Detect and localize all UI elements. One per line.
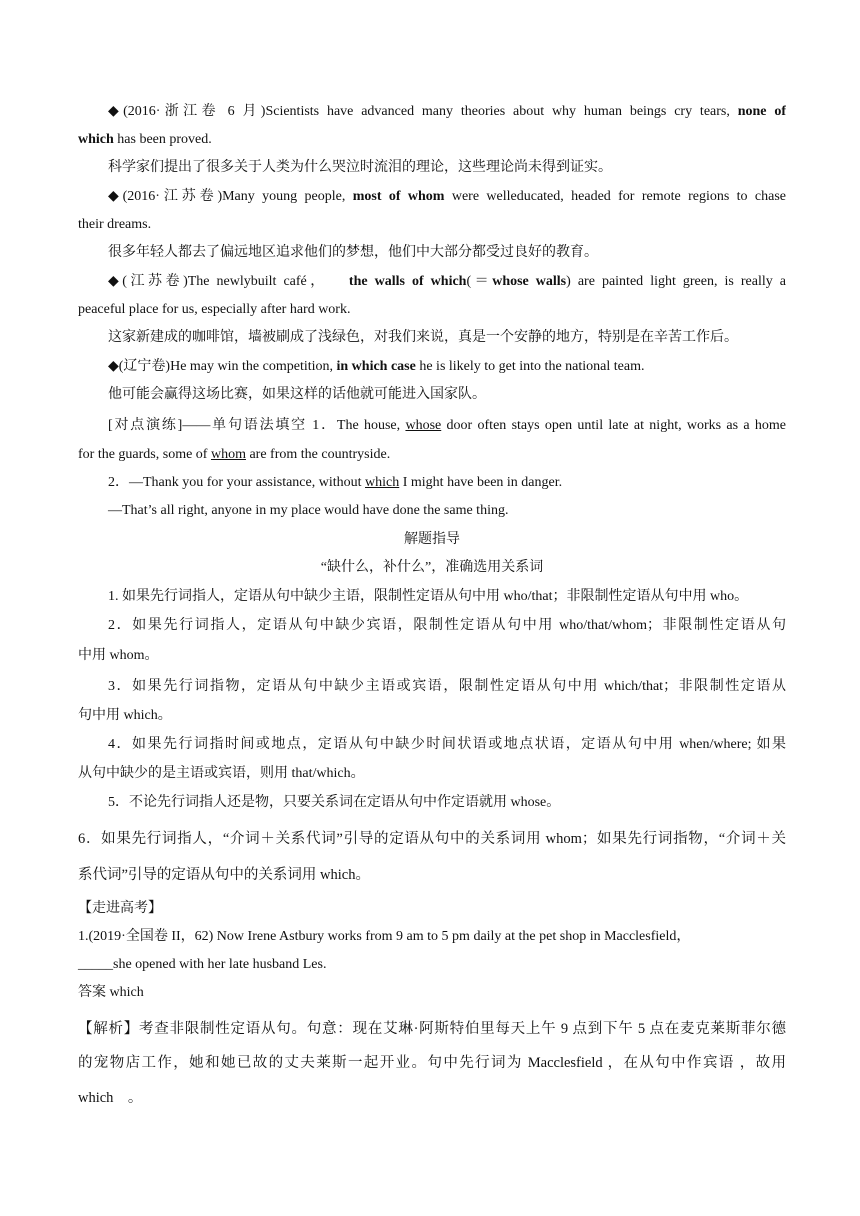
example-text: ◆(2016·浙江卷 6 月)Scientists have advanced many theories about why human beings cry tears, [108, 104, 730, 119]
example-text: ◆(2016·江苏卷)Many young people, [108, 189, 346, 204]
example-1-en-line-2 [78, 130, 786, 150]
guide-item-3-line-1: 3．如果先行词指物，定语从句中缺少主语或宾语，限制性定语从句中用 which/that；非限制性定语从 [108, 679, 786, 694]
example-bold-text: most of whom [352, 189, 445, 204]
guide-item-5: 5．不论先行词指人还是物，只要关系词在定语从句中作定语就用 whose。 [108, 795, 561, 810]
example-3-en-line-2: peaceful place for us, especially after hard work. [78, 302, 351, 317]
guide-title: 解题指导 [404, 532, 460, 547]
example-2-zh: 很多年轻人都去了偏远地区追求他们的梦想，他们中大部分都受过良好的教育。 [108, 245, 598, 260]
example-3-en-line-1 [78, 272, 786, 292]
example-2-en-line-1 [78, 187, 786, 207]
practice-answer: whom [210, 447, 246, 462]
guide-item-6-line-1: 6．如果先行词指人，“介词＋关系代词”引导的定语从句中的关系词用 whom；如果先行词指物，“介词＋关 [78, 831, 786, 847]
example-3-zh: 这家新建成的咖啡馆，墙被刷成了浅绿色，对我们来说，真是一个安静的地方，特别是在辛苦工作后。 [108, 330, 738, 345]
practice-line-2 [78, 445, 786, 465]
guide-item-1: 1. 如果先行词指人，定语从句中缺少主语，限制性定语从句中用 who/that；非限制性定语从句中用 who。 [108, 589, 749, 604]
example-bold-text: none of [737, 104, 786, 119]
practice-answer: whose [405, 418, 442, 433]
guide-item-6-line-2: 系代词”引导的定语从句中的关系词用 which。 [78, 867, 370, 883]
practice-line-4: —That’s all right, anyone in my place would have done the same thing. [108, 503, 509, 518]
example-bold-text: which [78, 132, 114, 147]
example-text: ) are painted light green, is really a [566, 274, 786, 289]
example-bold-text: whose walls [492, 274, 567, 289]
example-4-en-line-1 [78, 357, 786, 377]
practice-text: 2．—Thank you for your assistance, without [108, 475, 362, 490]
practice-text: [对点演练]——单句语法填空 1．The house, [108, 418, 401, 433]
example-bold-text: the walls of which [348, 274, 467, 289]
exam-question-line-1: 1.(2019·全国卷 II，62) Now Irene Astbury works from 9 am to 5 pm daily at the pet shop in Macclesfield， [78, 929, 691, 944]
practice-text: for the guards, some of [78, 447, 208, 462]
guide-subtitle: “缺什么，补什么”，准确选用关系词 [320, 560, 544, 575]
exam-analysis-line-1: 【解析】考查非限制性定语从句。句意：现在艾琳·阿斯特伯里每天上午 9 点到下午 5 点在麦克莱斯菲尔德 [78, 1021, 786, 1037]
example-2-en-line-2: their dreams. [78, 217, 152, 232]
guide-item-3-line-2: 句中用 which。 [78, 708, 172, 723]
practice-line-3 [78, 473, 786, 493]
example-bold-text: in which case [336, 359, 416, 374]
example-1-en-line-1 [78, 102, 786, 122]
example-text: has been proved. [117, 132, 212, 147]
example-1-zh: 科学家们提出了很多关于人类为什么哭泣时流泪的理论，这些理论尚未得到证实。 [108, 160, 612, 175]
example-text: were welleducated, headed for remote regions to chase [451, 189, 786, 204]
practice-answer: which [365, 475, 400, 490]
practice-line-1 [78, 416, 786, 436]
example-text: (＝ [466, 274, 493, 289]
example-text: he is likely to get into the national team. [419, 359, 645, 374]
exam-question-line-2: _____she opened with her late husband Les. [78, 957, 327, 972]
exam-heading: 【走进高考】 [78, 901, 162, 916]
practice-text: I might have been in danger. [402, 475, 563, 490]
guide-item-2-line-1: 2．如果先行词指人，定语从句中缺少宾语，限制性定语从句中用 who/that/whom；非限制性定语从句 [108, 618, 786, 633]
exam-answer: 答案 which [78, 985, 144, 1000]
exam-analysis-line-3: which 。 [78, 1090, 143, 1106]
guide-item-4-line-1: 4．如果先行词指时间或地点，定语从句中缺少时间状语或地点状语，定语从句中用 when/where; 如果 [108, 737, 786, 752]
guide-item-4-line-2: 从句中缺少的是主语或宾语，则用 that/which。 [78, 766, 365, 781]
practice-text: door often stays open until late at night, works as a home [446, 418, 786, 433]
example-text: ◆(江苏卷)The newlybuilt café， [108, 274, 328, 289]
example-text: ◆(辽宁卷)He may win the competition, [108, 359, 333, 374]
example-4-zh: 他可能会赢得这场比赛，如果这样的话他就可能进入国家队。 [108, 387, 486, 402]
practice-text: are from the countryside. [249, 447, 391, 462]
exam-analysis-line-2: 的宠物店工作，她和她已故的丈夫莱斯一起开业。句中先行词为 Macclesfield ，在从句中作宾语 ，故用 [78, 1055, 786, 1071]
guide-item-2-line-2: 中用 whom。 [78, 648, 159, 663]
